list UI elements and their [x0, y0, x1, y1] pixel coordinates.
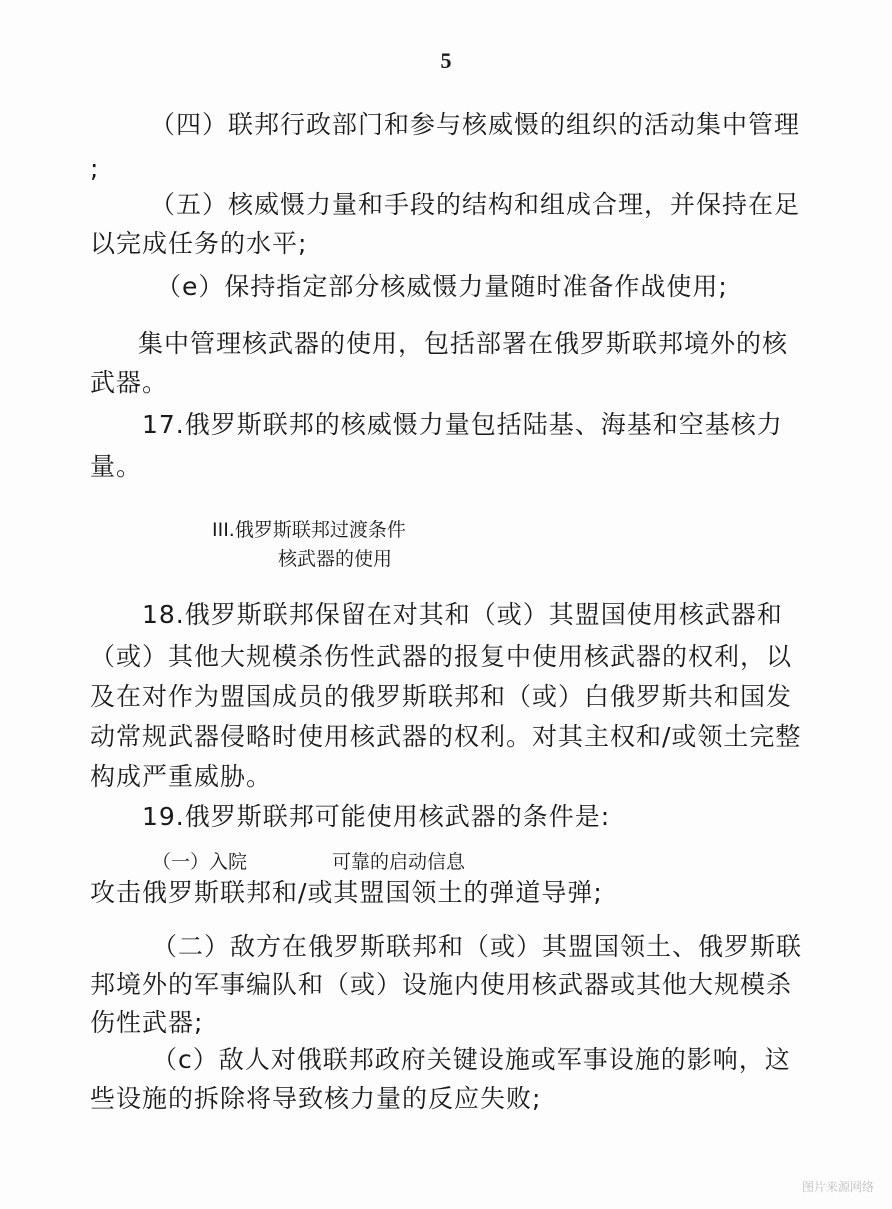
text-line: 量。	[90, 452, 143, 481]
page-number: 5	[440, 48, 452, 73]
text-line: 些设施的拆除将导致核力量的反应失败;	[90, 1084, 542, 1113]
section-heading-line2: 核武器的使用	[278, 548, 393, 570]
text-line: 构成严重威胁。	[90, 762, 273, 791]
text-line: 以完成任务的水平;	[90, 229, 308, 258]
text-line: 17.俄罗斯联邦的核威慑力量包括陆基、海基和空基核力	[142, 410, 783, 439]
text-line: 18.俄罗斯联邦保留在对其和（或）其盟国使用核武器和	[142, 600, 783, 629]
text-line: （五）核威慑力量和手段的结构和组成合理，并保持在足	[150, 190, 801, 219]
item-one-left: （一）入院	[152, 851, 248, 873]
text-line: 集中管理核武器的使用，包括部署在俄罗斯联邦境外的核	[138, 329, 789, 358]
text-line: 及在对作为盟国成员的俄罗斯联邦和（或）白俄罗斯共和国发	[90, 682, 793, 711]
text-line: 武器。	[90, 368, 169, 397]
text-line: （c）敌人对俄联邦政府关键设施或军事设施的影响，这	[152, 1045, 791, 1074]
item-one-right: 可靠的启动信息	[332, 851, 466, 873]
text-line: 攻击俄罗斯联邦和/或其盟国领土的弹道导弹;	[90, 878, 603, 907]
text-line: （e）保持指定部分核威慑力量随时准备作战使用;	[156, 272, 728, 301]
text-line: 邦境外的军事编队和（或）设施内使用核武器或其他大规模杀	[90, 970, 793, 999]
text-line: （四）联邦行政部门和参与核威慑的组织的活动集中管理	[150, 110, 801, 139]
text-line: 19.俄罗斯联邦可能使用核武器的条件是:	[142, 802, 611, 831]
text-line: （或）其他大规模杀伤性武器的报复中使用核武器的权利，以	[90, 642, 793, 671]
text-line: ;	[90, 154, 100, 183]
watermark: 图片来源网络	[801, 1180, 874, 1194]
text-line: （二）敌方在俄罗斯联邦和（或）其盟国领土、俄罗斯联	[152, 932, 803, 961]
text-line: 伤性武器;	[90, 1008, 204, 1037]
section-heading-line1: III.俄罗斯联邦过渡条件	[212, 519, 406, 541]
text-line: 动常规武器侵略时使用核武器的权利。对其主权和/或领土完整	[90, 722, 802, 751]
